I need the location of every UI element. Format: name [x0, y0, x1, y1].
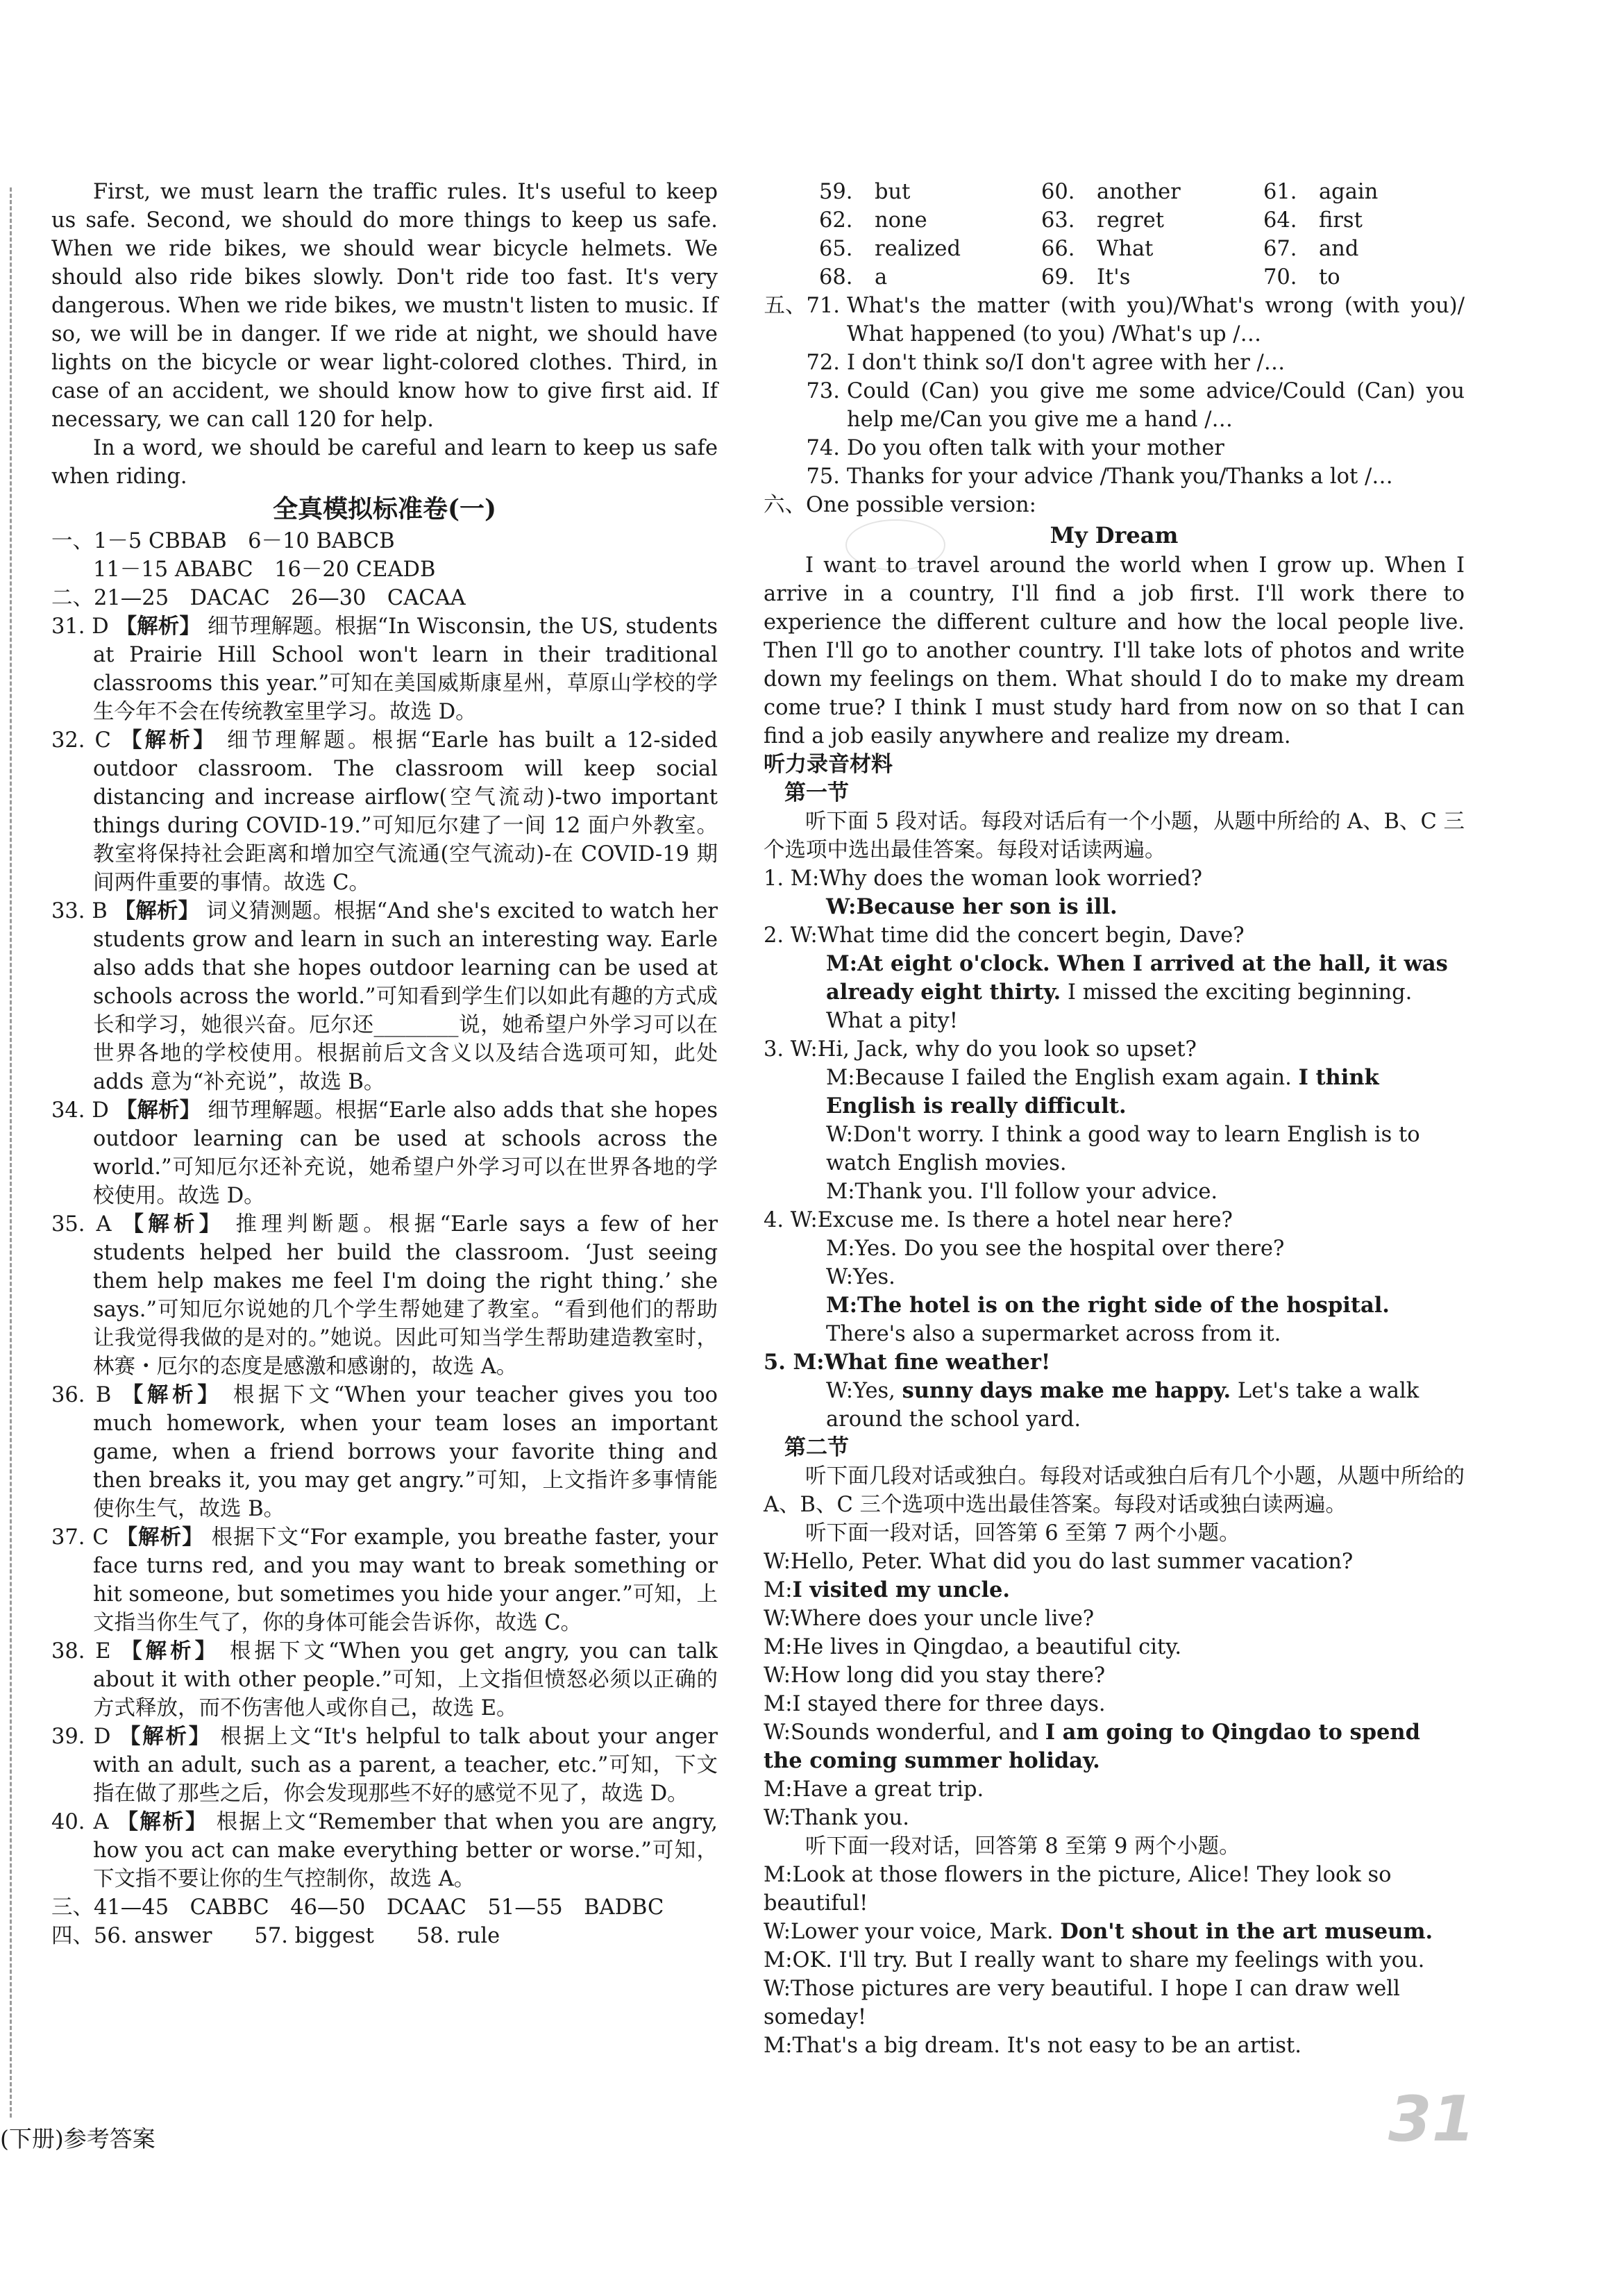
item-number: 32. C [51, 728, 111, 753]
conversation-2-instructions: 听下面一段对话，回答第 8 至第 9 两个小题。 [805, 1834, 1240, 1859]
dialogue-2-key: M:At eight o'clock. When I arrived at the hall, it was already eight thirty. [826, 951, 1448, 1005]
speaker: M: [764, 1692, 793, 1716]
right-column [764, 178, 1465, 2060]
item-answer: Thanks for your advice /Thank you/Thanks a lot /… [847, 464, 1393, 489]
item-number: 75. [806, 464, 840, 489]
dialogue-line [764, 1690, 1465, 1718]
grid-question-number: 62. [819, 208, 853, 233]
dialogue-5-rest: Let's take a walk around the school yard. [826, 1379, 1420, 1432]
section-2-answers: 二、21—25 DACAC 26—30 CACAA [51, 586, 466, 610]
utterance: I stayed there for three days. [792, 1692, 1106, 1716]
dialogue-line [764, 1661, 1465, 1690]
utterance: He lives in Qingdao, a beautiful city. [792, 1635, 1182, 1659]
analysis-text: 根据下文“When your teacher gives you too much homework, when your team loses an important game, when a friend borrows your favorite thing and then breaks it, you may get angry.”可知，上文指许多事情能使你生气，故选 B。 [93, 1383, 718, 1521]
conversation-2-line-1: M:Look at those flowers in the picture, Alice! They look so beautiful! [764, 1863, 1392, 1916]
speaker: M: [764, 1777, 793, 1802]
section-1-answers-a: 一、1－5 CBBAB 6－10 BABCB [51, 529, 395, 553]
left-column [51, 178, 718, 1950]
section-5-item [764, 292, 1465, 349]
section-4-answers: 四、56. answer 57. biggest 58. rule [51, 1924, 500, 1948]
essay-paragraph-2: In a word, we should be careful and learn to keep us safe when riding. [51, 436, 718, 489]
speaker: W: [764, 1550, 791, 1574]
analysis-tag: 【解析】 [115, 1098, 201, 1123]
dialogue-2-rest: I missed the exciting beginning. What a pity! [826, 980, 1413, 1033]
analysis-tag: 【解析】 [115, 614, 201, 639]
grid-question-number: 65. [819, 237, 853, 261]
dialogue-2-question: 2. W:What time did the concert begin, Dave? [764, 923, 1245, 948]
analysis-tag: 【解析】 [120, 728, 218, 753]
analysis-text: 根据下文“For example, you breathe faster, your face turns red, and you may want to break something or hit someone, but sometimes you hide your anger.”可知，上文指当你生气了，你的身体可能会告诉你，故选 C。 [93, 1525, 718, 1635]
dialogue-3-line-1: 3. W:Hi, Jack, why do you look so upset? [764, 1037, 1197, 1062]
grid-question-number: 67. [1263, 237, 1297, 261]
speaker: W: [764, 1664, 791, 1688]
utterance: I visited my uncle. [792, 1577, 1011, 1602]
dialogue-3-line-2 [764, 1064, 1465, 1121]
utterance: Where does your uncle live? [790, 1607, 1095, 1631]
section-6-heading: 六、One possible version: [764, 493, 1036, 517]
grid-question-number: 64. [1263, 208, 1297, 233]
dialogue-line [764, 1604, 1465, 1633]
explanation-item [51, 1523, 718, 1637]
dialogue-4-line-2: M:Yes. Do you see the hospital over there? [826, 1237, 1285, 1261]
analysis-text: 细节理解题。根据“In Wisconsin, the US, students at Prairie Hill School won't learn in their traditional classrooms this year.”可知在美国威斯康星州，草原山学校的学生今年不会在传统教室里学习。故选 D。 [93, 614, 718, 724]
essay-title: My Dream [1050, 522, 1179, 548]
analysis-tag: 【解析】 [121, 1382, 223, 1407]
analysis-text: 根据上文“It's helpful to talk about your anger with an adult, such as a parent, a teacher, etc.”可知，下文指在做了那些之后，你会发现那些不好的感觉不见了，故选 D。 [93, 1725, 718, 1806]
dialogue-5-line-2 [764, 1377, 1465, 1434]
dialogue-4-line-4 [764, 1291, 1465, 1348]
page-number: 31 [1388, 2083, 1476, 2156]
dialogue-4-key: M:The hotel is on the right side of the hospital. [826, 1293, 1390, 1318]
dream-essay: I want to travel around the world when I grow up. When I arrive in a country, I'll find a job first. I'll work there to experience the different culture and how the local people live. Then I'll go to another country. I'll take lots of photos and write down my feelings on them. What should I do to make my dream come true? I think I must study hard from now on so that I can find a job easily anywhere and realize my dream. [764, 553, 1465, 748]
item-number: 33. B [51, 899, 108, 923]
item-number: 34. D [51, 1098, 109, 1123]
dialogue-3-key: I think English is really difficult. [826, 1065, 1379, 1118]
speaker: M: [764, 1578, 793, 1602]
grid-question-number: 68. [819, 265, 853, 290]
conversation-1-key: I am going to Qingdao to spend the coming summer holiday. [764, 1720, 1420, 1773]
dialogue-1-answer: W:Because her son is ill. [826, 894, 1118, 919]
dialogue-line [764, 1804, 1465, 1832]
conversation-1-end [764, 1775, 1465, 1832]
grid-question-number: 60. [1041, 180, 1075, 204]
conversation-1-key-line [764, 1718, 1465, 1775]
speaker: W: [764, 1607, 791, 1631]
speaker: M: [764, 1635, 793, 1659]
grid-answer: first [1319, 208, 1363, 233]
item-number: 五、71. [764, 294, 840, 318]
essay-paragraph-1: First, we must learn the traffic rules. It's useful to keep us safe. Second, we should do more things to keep us safe. When we ride bikes, we should wear bicycle helmets. We should also ride bikes slowly. Don't ride too fast. It's very dangerous. When we ride bikes, we mustn't listen to music. If so, we will be in danger. If we ride at night, we should have lights on the bicycle or wear light-colored clothes. Third, in case of an accident, we should know how to give first aid. If necessary, we can call 120 for help. [51, 180, 718, 432]
grid-answer: a [875, 265, 888, 290]
section-5-item [764, 434, 1465, 462]
grid-answer: It's [1097, 265, 1131, 290]
dialogue-1-question: 1. M:Why does the woman look worried? [764, 866, 1203, 891]
analysis-text: 根据上文“Remember that when you are angry, how you act can make everything better or worse.”可知，下文指不要让你的生气控制你，故选 A。 [93, 1810, 718, 1891]
utterance: How long did you stay there? [790, 1664, 1106, 1688]
item-number: 40. A [51, 1810, 109, 1834]
item-number: 37. C [51, 1525, 109, 1550]
conversation-2-key: Don't shout in the art museum. [1060, 1919, 1433, 1944]
part-1-heading: 第一节 [784, 780, 849, 805]
section-3-answers: 三、41—45 CABBC 46—50 DCAAC 51—55 BADBC [51, 1895, 664, 1920]
explanation-item [51, 1723, 718, 1808]
fill-in-answer-grid [764, 178, 1465, 292]
explanation-list [51, 612, 718, 1893]
item-answer: I don't think so/I don't agree with her /… [847, 351, 1286, 375]
exam-title: 全真模拟标准卷(一) [272, 494, 497, 523]
item-number: 39. D [51, 1725, 111, 1749]
analysis-tag: 【解析】 [119, 1724, 212, 1749]
item-number: 31. D [51, 614, 109, 639]
explanation-item [51, 897, 718, 1096]
binding-dashed-line [10, 187, 12, 2118]
dialogue-4-rest: There's also a supermarket across from it. [826, 1322, 1281, 1346]
dialogue-5-line-1 [764, 1348, 1465, 1377]
item-number: 36. B [51, 1383, 112, 1407]
analysis-tag: 【解析】 [121, 1639, 220, 1664]
speaker: W: [764, 1806, 791, 1830]
explanation-item [51, 1096, 718, 1210]
item-answer: Do you often talk with your mother [847, 436, 1224, 460]
dialogue-3-line-2-text: M:Because I failed the English exam again. [826, 1066, 1299, 1090]
grid-answer: none [875, 208, 927, 233]
conversation-2-line-5: M:That's a big dream. It's not easy to be an artist. [764, 2034, 1301, 2058]
dialogue-3-line-3: W:Don't worry. I think a good way to learn English is to watch English movies. [826, 1123, 1420, 1175]
grid-answer: realized [875, 237, 961, 261]
grid-question-number: 61. [1263, 180, 1297, 204]
analysis-tag: 【解析】 [114, 898, 200, 923]
dialogue-line [764, 1548, 1465, 1576]
utterance: Hello, Peter. What did you do last summer vacation? [790, 1550, 1354, 1574]
explanation-item [51, 1808, 718, 1893]
explanation-item [51, 726, 718, 897]
analysis-tag: 【解析】 [122, 1212, 225, 1237]
grid-answer: and [1319, 237, 1359, 261]
grid-answer: What [1097, 237, 1154, 261]
item-number: 35. A [51, 1212, 112, 1237]
listening-heading: 听力录音材料 [764, 752, 893, 777]
grid-question-number: 66. [1041, 237, 1075, 261]
item-number: 38. E [51, 1639, 111, 1664]
dialogue-line [764, 1576, 1465, 1604]
item-number: 74. [806, 436, 840, 460]
dialogue-5-key-2: sunny days make me happy. [902, 1378, 1231, 1403]
section-5-item [764, 377, 1465, 434]
grid-question-number: 63. [1041, 208, 1075, 233]
utterance: Thank you. [790, 1806, 909, 1830]
analysis-text: 细节理解题。根据“Earle has built a 12-sided outdoor classroom. The classroom will keep social distancing and increase airflow(空气流动)-two important things during COVID-19.”可知厄尔建了一间 12 面户外教室。教室将保持社会距离和增加空气流通(空气流动)-在 COVID-19 期间两件重要的事情。故选 C。 [93, 728, 718, 895]
dialogue-5-key-1: 5. M:What fine weather! [764, 1350, 1051, 1375]
grid-question-number: 69. [1041, 265, 1075, 290]
explanation-item [51, 1381, 718, 1523]
speaker: W: [764, 1720, 791, 1745]
grid-question-number: 59. [819, 180, 853, 204]
footer-label: (下册)参考答案 [0, 2125, 155, 2152]
item-number: 73. [806, 379, 840, 403]
grid-answer: another [1097, 180, 1181, 204]
analysis-text: 根据下文“When you get angry, you can talk about it with other people.”可知，上文指但愤怒必须以正确的方式释放，而不伤害他人或你自己，故选 E。 [93, 1639, 718, 1720]
analysis-text: 细节理解题。根据“Earle also adds that she hopes outdoor learning can be used at schools across the world.”可知厄尔还补充说，她希望户外学习可以在世界各地的学校使用。故选 D。 [93, 1098, 718, 1208]
grid-answer: again [1319, 180, 1379, 204]
section-5-answers [764, 292, 1465, 491]
section-5-item [764, 462, 1465, 491]
grid-answer: but [875, 180, 911, 204]
item-answer: Could (Can) you give me some advice/Could (Can) you help me/Can you give me a hand /… [847, 379, 1465, 432]
item-number: 72. [806, 351, 840, 375]
analysis-tag: 【解析】 [117, 1809, 208, 1834]
conversation-1-key-line-text: Sounds wonderful, and [790, 1720, 1045, 1745]
grid-answer: to [1319, 265, 1340, 290]
analysis-text: 词义猜测题。根据“And she's excited to watch her students grow and learn in such an interesting way. Earle also adds that she hopes outdoor learning can be used at schools across the world.”可知看到学生们以如此有趣的方式成长和学习，她很兴奋。厄尔还________说，她希望户外学习可以在世界各地的学校使用。根据前后文含义以及结合选项可知，此处 adds 意为“补充说”，故选 B。 [93, 899, 718, 1094]
part-2-instructions: 听下面几段对话或独白。每段对话或独白后有几个小题，从题中所给的 A、B、C 三个选项中选出最佳答案。每段对话或独白读两遍。 [764, 1464, 1465, 1517]
section-5-item [764, 349, 1465, 377]
section-1-answers-b: 11－15 ABABC 16－20 CEADB [93, 558, 436, 582]
item-answer: What's the matter (with you)/What's wrong (with you)/ What happened (to you) /What's up /… [847, 294, 1465, 346]
conversation-2-line-2-text: W:Lower your voice, Mark. [764, 1920, 1061, 1944]
conversation-1 [764, 1548, 1465, 1718]
conversation-2-line-2 [764, 1918, 1465, 1946]
dialogue-line [764, 1775, 1465, 1804]
dialogue-5-speaker: W:Yes, [826, 1379, 902, 1403]
conversation-2-line-4: W:Those pictures are very beautiful. I hope I can draw well someday! [764, 1977, 1400, 2029]
dialogue-3-line-4: M:Thank you. I'll follow your advice. [826, 1180, 1218, 1204]
grid-answer: regret [1097, 208, 1165, 233]
dialogue-2-answer [764, 950, 1465, 1035]
explanation-item [51, 1210, 718, 1381]
part-2-heading: 第二节 [784, 1435, 849, 1460]
utterance: Have a great trip. [792, 1777, 984, 1802]
part-1-instructions: 听下面 5 段对话。每段对话后有一个小题，从题中所给的 A、B、C 三个选项中选出最佳答案。每段对话读两遍。 [764, 810, 1465, 862]
analysis-tag: 【解析】 [116, 1525, 204, 1550]
conversation-2-line-3: M:OK. I'll try. But I really want to share my feelings with you. [764, 1948, 1425, 1972]
dialogue-line [764, 1633, 1465, 1661]
analysis-text: 推理判断题。根据“Earle says a few of her students helped her build the classroom. ‘Just seeing them help makes me feel I'm doing the right thing.’ she says.”可知厄尔说她的几个学生帮她建了教室。“看到他们的帮助让我觉得我做的是对的。”她说。因此可知当学生帮助建造教室时，林赛・厄尔的态度是感激和感谢的，故选 A。 [93, 1212, 718, 1379]
explanation-item [51, 612, 718, 726]
conversation-1-instructions: 听下面一段对话，回答第 6 至第 7 两个小题。 [805, 1521, 1240, 1545]
dialogue-4-line-3: W:Yes. [826, 1265, 895, 1289]
explanation-item [51, 1637, 718, 1723]
grid-question-number: 70. [1263, 265, 1297, 290]
dialogue-4-line-1: 4. W:Excuse me. Is there a hotel near here? [764, 1208, 1233, 1232]
